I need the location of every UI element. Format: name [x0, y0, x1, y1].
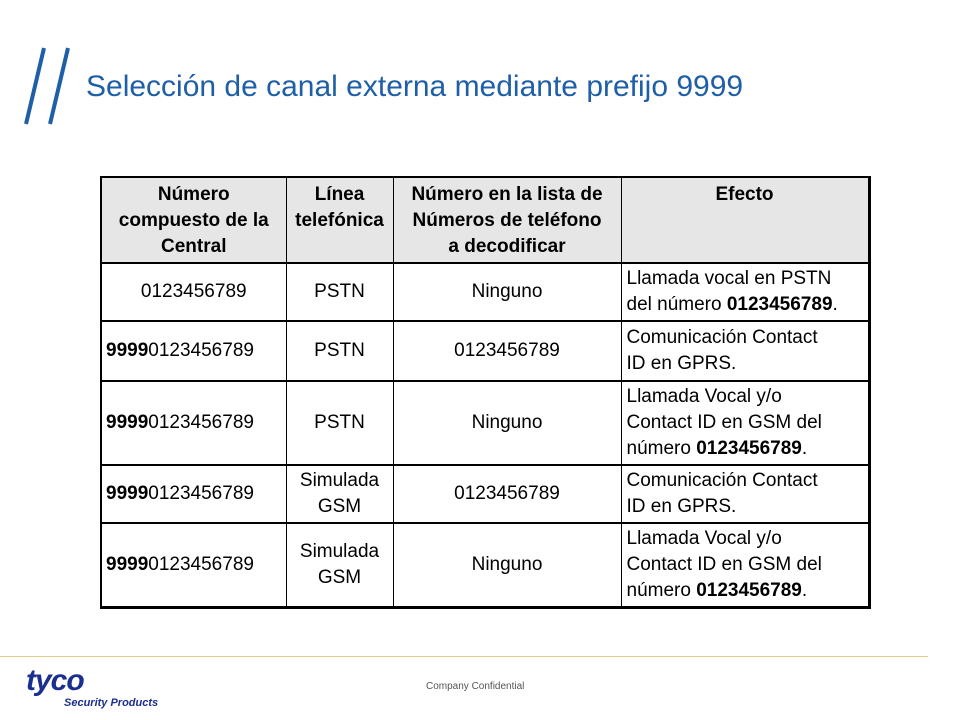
efecto-line [627, 436, 864, 462]
linea-line: GSM [317, 496, 362, 517]
cell-linea-telefonica [286, 465, 393, 523]
header-linea-telefonica [286, 177, 393, 263]
number-digits: 0123456789 [148, 412, 254, 433]
header-line: a decodificar [448, 236, 566, 257]
svg-text:Security Products: Security Products [64, 697, 159, 709]
efecto-number-bold: 0123456789 [696, 579, 802, 601]
header-line: telefónica [295, 210, 384, 231]
svg-text:tyco: tyco [26, 664, 84, 697]
cell-numero-compuesto [101, 381, 286, 465]
efecto-number-bold: 0123456789 [726, 294, 833, 315]
efecto-text: Llamada Vocal y/o [626, 527, 782, 549]
efecto-line [627, 266, 864, 292]
cell-efecto [621, 321, 869, 381]
footer-divider [0, 656, 928, 657]
header-line: Efecto [715, 184, 774, 205]
efecto-text: Comunicación Contact [626, 327, 818, 348]
table-row [101, 321, 869, 381]
number-digits: 0123456789 [148, 340, 254, 361]
cell-numero-lista: Ninguno [393, 263, 621, 321]
table-header-row [101, 177, 869, 263]
efecto-line [627, 410, 864, 436]
linea-line: GSM [317, 566, 362, 588]
prefix-9999: 9999 [106, 340, 149, 361]
cell-linea-telefonica [286, 263, 393, 321]
header-efecto [621, 177, 869, 263]
cell-efecto [621, 381, 869, 465]
cell-numero-lista: 0123456789 [393, 465, 621, 523]
cell-efecto [621, 523, 869, 607]
prefix-table [100, 176, 871, 609]
linea-line: Simulada [299, 540, 380, 562]
cell-efecto [621, 263, 869, 321]
linea-line: PSTN [314, 340, 365, 361]
cell-numero-compuesto [101, 523, 286, 607]
cell-numero-lista: 0123456789 [393, 321, 621, 381]
cell-linea-telefonica [286, 321, 393, 381]
efecto-line [627, 578, 864, 604]
efecto-text: Comunicación Contact [626, 470, 818, 491]
linea-line: PSTN [314, 281, 365, 302]
efecto-text: Llamada Vocal y/o [626, 386, 782, 407]
efecto-line [627, 552, 864, 578]
header-line: Número [157, 184, 230, 205]
efecto-text: . [801, 438, 808, 459]
efecto-text: número [626, 579, 697, 601]
number-digits: 0123456789 [148, 483, 254, 504]
cell-linea-telefonica [286, 381, 393, 465]
efecto-text: número [626, 438, 697, 459]
footer-confidential-label: Company Confidential [426, 681, 525, 692]
number-digits: 0123456789 [140, 281, 247, 302]
header-numero-lista [393, 177, 621, 263]
header-line: Número en la lista de [411, 184, 603, 205]
header-line: Línea [314, 184, 365, 205]
efecto-text: Contact ID en GSM del [626, 553, 822, 575]
linea-line: PSTN [314, 412, 365, 433]
cell-numero-compuesto [101, 263, 286, 321]
number-digits: 0123456789 [148, 553, 254, 575]
efecto-line [627, 468, 864, 494]
efecto-text: . [801, 579, 808, 601]
cell-efecto [621, 465, 869, 523]
header-line: Central [161, 236, 227, 257]
efecto-number-bold: 0123456789 [696, 438, 802, 459]
tyco-logo [22, 664, 172, 712]
table-body [101, 263, 869, 607]
efecto-text: . [832, 294, 838, 315]
efecto-line [627, 494, 864, 520]
page-title: Selección de canal externa mediante prefijo 9999 [86, 70, 744, 103]
cell-numero-lista: Ninguno [393, 381, 621, 465]
table-row [101, 465, 869, 523]
efecto-line [627, 292, 864, 318]
efecto-line [627, 526, 864, 552]
efecto-text: ID en GPRS. [626, 353, 737, 374]
efecto-line [627, 351, 864, 377]
cell-numero-compuesto [101, 321, 286, 381]
cell-linea-telefonica [286, 523, 393, 607]
cell-numero-compuesto [101, 465, 286, 523]
prefix-table-container [100, 176, 871, 609]
efecto-line [627, 325, 864, 351]
prefix-9999: 9999 [106, 412, 149, 433]
header-line: Números de teléfono [412, 210, 602, 231]
header-numero-compuesto [101, 177, 286, 263]
title-slashes-decoration [22, 44, 82, 126]
efecto-text: Contact ID en GSM del [626, 412, 822, 433]
efecto-text: Llamada vocal en PSTN [626, 268, 832, 289]
header-line: compuesto de la [118, 210, 269, 231]
prefix-9999: 9999 [106, 553, 149, 575]
cell-numero-lista: Ninguno [393, 523, 621, 607]
efecto-text: del número [626, 294, 727, 315]
table-row [101, 263, 869, 321]
efecto-text: ID en GPRS. [626, 496, 737, 517]
prefix-9999: 9999 [106, 483, 149, 504]
table-row [101, 523, 869, 607]
efecto-line [627, 384, 864, 410]
linea-line: Simulada [299, 470, 380, 491]
table-row [101, 381, 869, 465]
